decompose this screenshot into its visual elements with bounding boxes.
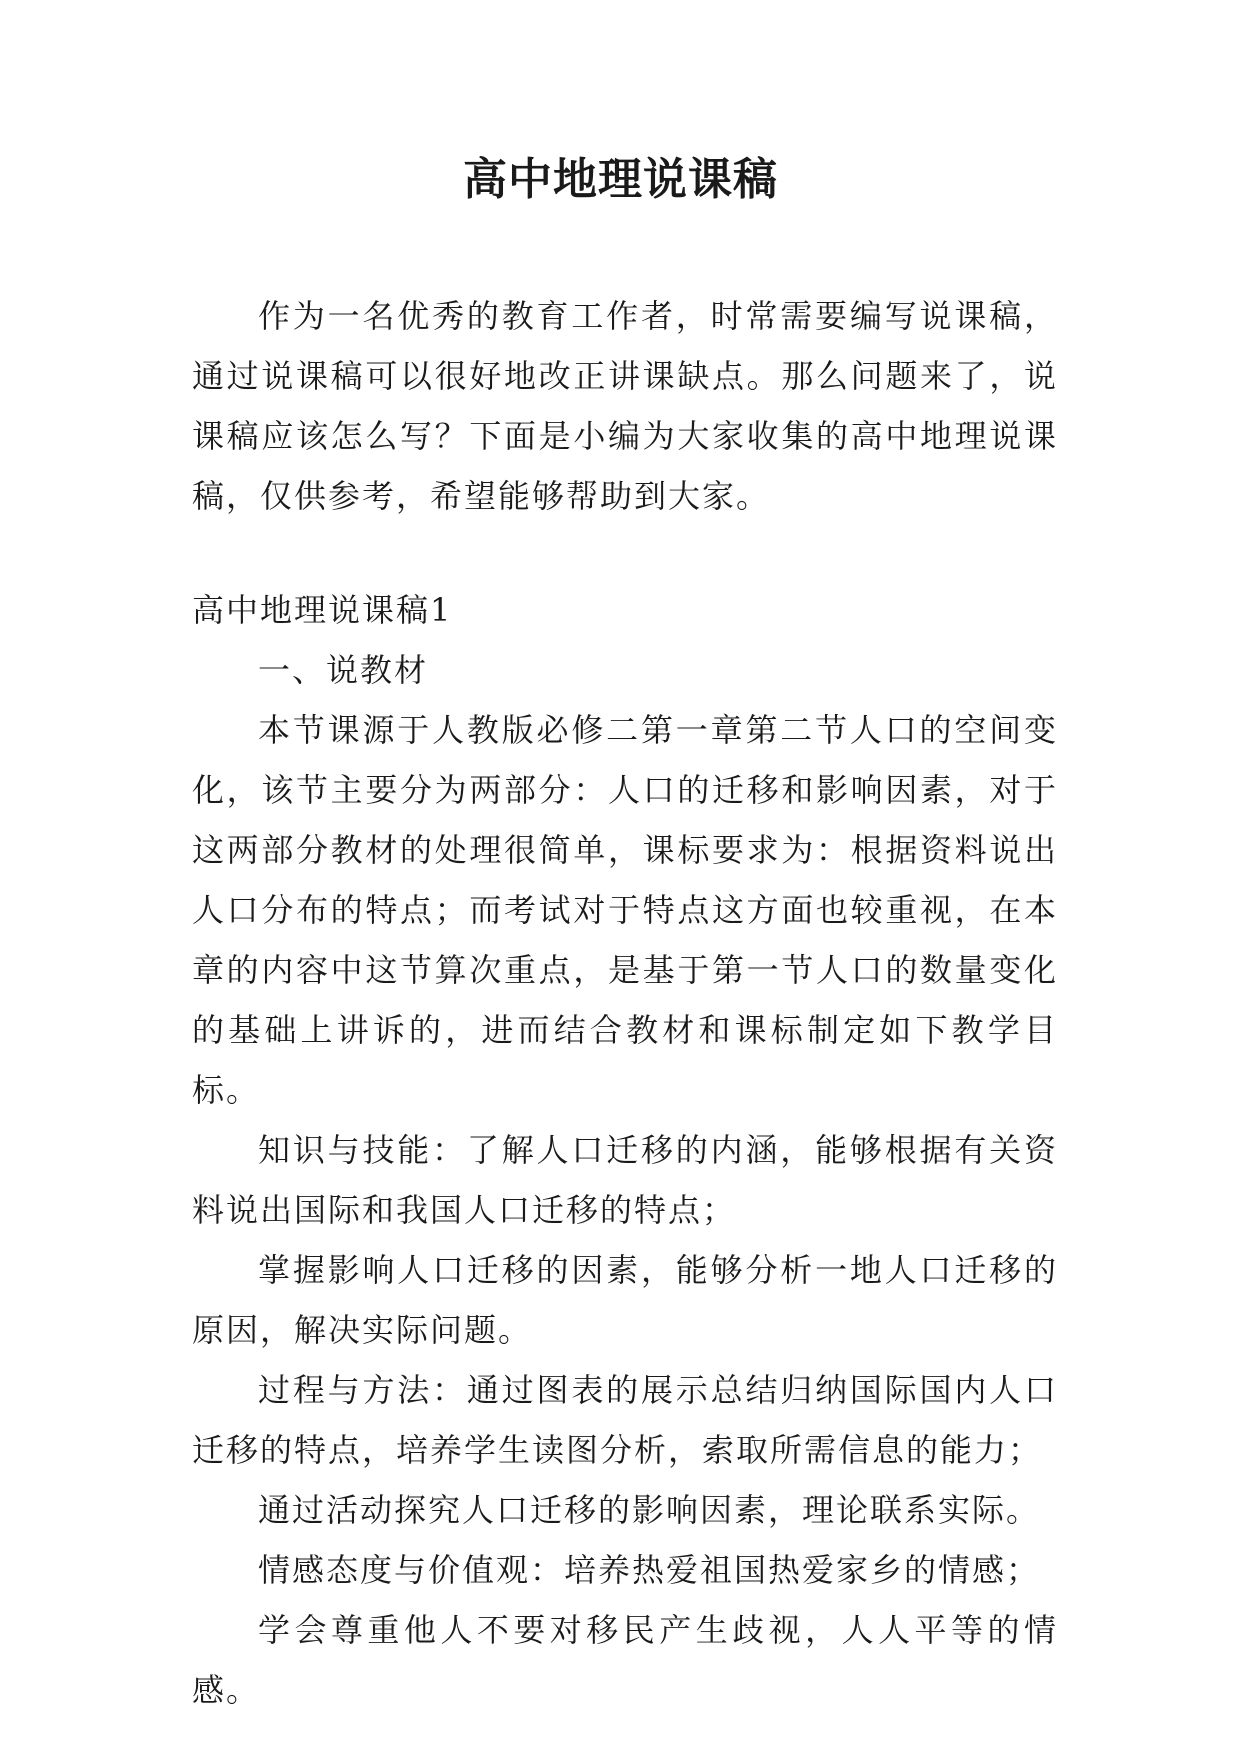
paragraph-activity: 通过活动探究人口迁移的影响因素，理论联系实际。 (258, 1491, 1041, 1529)
paragraph-respect: 学会尊重他人不要对移民产生歧视，人人平等的情感。 (192, 1611, 1058, 1709)
paragraph-process-method: 过程与方法：通过图表的展示总结归纳国际国内人口迁移的特点，培养学生读图分析，索取所需信息的能力； (192, 1371, 1058, 1469)
document-title: 高中地理说课稿 (463, 154, 778, 205)
paragraph-emotion-values: 情感态度与价值观：培养热爱祖国热爱家乡的情感； (258, 1551, 1041, 1589)
intro-paragraph: 作为一名优秀的教育工作者，时常需要编写说课稿，通过说课稿可以很好地改正讲课缺点。那么问题来了，说课稿应该怎么写？下面是小编为大家收集的高中地理说课稿，仅供参考，希望能够帮助到大家。 (192, 297, 1058, 515)
paragraph-knowledge-skills: 知识与技能：了解人口迁移的内涵，能够根据有关资料说出国际和我国人口迁移的特点； (192, 1131, 1058, 1229)
section-block (192, 580, 1058, 1720)
paragraph-textbook: 本节课源于人教版必修二第一章第二节人口的空间变化，该节主要分为两部分：人口的迁移和影响因素，对于这两部分教材的处理很简单，课标要求为：根据资料说出人口分布的特点；而考试对于特点这方面也较重视，在本章的内容中这节算次重点，是基于第一节人口的数量变化的基础上讲诉的，进而结合教材和课标制定如下教学目标。 (192, 711, 1058, 1109)
section-heading: 高中地理说课稿1 (192, 591, 453, 629)
intro-block (192, 286, 1058, 526)
sub-heading: 一、说教材 (258, 651, 429, 689)
paragraph-factors: 掌握影响人口迁移的因素，能够分析一地人口迁移的原因，解决实际问题。 (192, 1251, 1058, 1349)
